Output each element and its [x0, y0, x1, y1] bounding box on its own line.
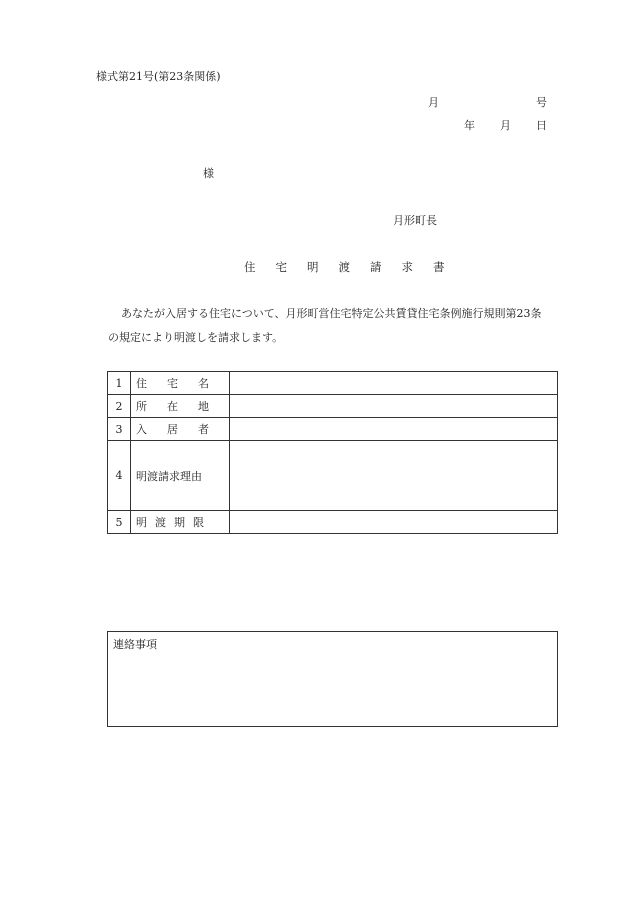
- row-label-location: [131, 395, 230, 418]
- row-label-text: 住宅名: [136, 377, 229, 390]
- row-number: 4: [108, 441, 131, 511]
- table-row: [108, 372, 558, 395]
- table-row: [108, 511, 558, 534]
- body-text-line-1: あなたが入居する住宅について、月形町営住宅特定公共賃貸住宅条例施行規則第23条: [121, 307, 542, 320]
- date-day: 日: [536, 119, 547, 132]
- row-label-text: 所在地: [136, 400, 229, 413]
- row-label-deadline: [131, 511, 230, 534]
- form-number: 様式第21号(第23条関係): [96, 70, 221, 83]
- contact-notes-label: 連絡事項: [113, 638, 157, 651]
- date-year: 年: [464, 119, 475, 132]
- row-label-tenant: [131, 418, 230, 441]
- request-details-table: [107, 371, 558, 534]
- house-name-field[interactable]: [230, 372, 558, 395]
- row-label-text: 明渡期限: [136, 516, 212, 529]
- document-number-month: 月: [428, 96, 439, 109]
- date-month: 月: [500, 119, 511, 132]
- document-number-suffix: 号: [536, 96, 547, 109]
- contact-notes-box[interactable]: [107, 631, 558, 727]
- table-row: [108, 441, 558, 511]
- reason-field[interactable]: [230, 441, 558, 511]
- deadline-field[interactable]: [230, 511, 558, 534]
- row-label-text: 明渡請求理由: [136, 469, 202, 483]
- table-row: [108, 395, 558, 418]
- row-label-text: 入居者: [136, 423, 229, 436]
- body-text-line-2: の規定により明渡しを請求します。: [108, 331, 284, 344]
- table-row: [108, 418, 558, 441]
- row-number: 3: [108, 418, 131, 441]
- tenant-field[interactable]: [230, 418, 558, 441]
- issuer: 月形町長: [393, 214, 437, 227]
- row-label-reason: [131, 441, 230, 511]
- row-number: 2: [108, 395, 131, 418]
- location-field[interactable]: [230, 395, 558, 418]
- row-number: 1: [108, 372, 131, 395]
- row-number: 5: [108, 511, 131, 534]
- row-label-house-name: [131, 372, 230, 395]
- document-title: 住宅明渡請求書: [244, 260, 465, 274]
- addressee-suffix: 様: [203, 167, 214, 180]
